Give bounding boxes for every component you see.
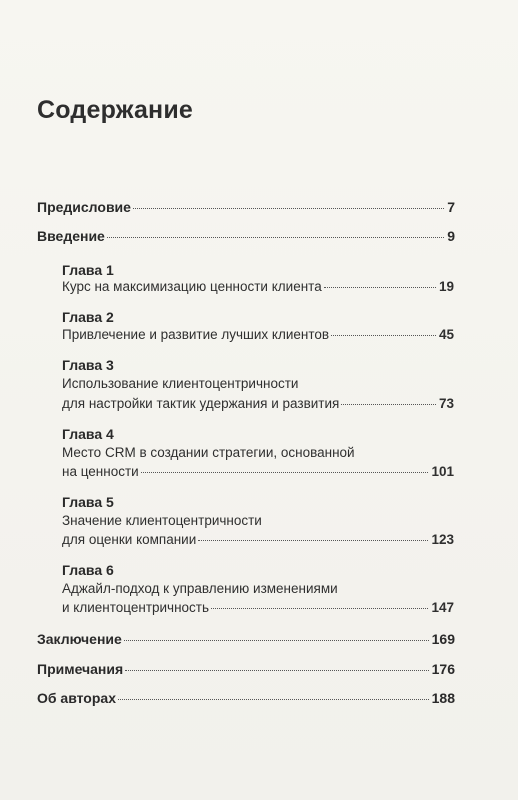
chapter-1-label: Глава 1 [62,262,114,278]
toc-page-number: 7 [447,199,455,215]
dot-leader [118,699,429,700]
toc-page-number: 169 [431,631,455,647]
toc-entry-conclusion[interactable] [37,631,455,651]
chapter-4-label: Глава 4 [62,426,114,442]
toc-entry-notes[interactable] [37,661,455,681]
toc-entry-label: Введение [37,228,105,244]
dot-leader [107,237,444,238]
toc-entry-chapter-6[interactable] [62,600,454,620]
toc-entry-chapter-1[interactable] [62,279,454,299]
toc-page-number: 176 [431,661,455,677]
dot-leader [211,608,428,609]
toc-page-number: 9 [447,228,455,244]
toc-entry-label: Примечания [37,661,124,677]
toc-entry-label: Об авторах [37,690,116,706]
chapter-title: на ценности [62,464,139,479]
chapter-3-label: Глава 3 [62,357,114,373]
chapter-title: для оценки компании [62,532,197,547]
chapter-title: для настройки тактик удержания и развития [62,396,340,411]
dot-leader [124,640,429,641]
toc-entry-intro[interactable] [37,228,455,248]
toc-page-number: 45 [438,327,454,342]
toc-page-number: 101 [431,464,454,479]
dot-leader [141,472,429,473]
toc-page-number: 123 [431,532,454,547]
toc-entry-label: Заключение [37,631,122,647]
dot-leader [133,208,444,209]
chapter-title: Привлечение и развитие лучших клиентов [62,327,330,342]
chapter-title: Курс на максимизацию ценности клиента [62,279,322,294]
dot-leader [341,404,436,405]
chapter-title: и клиентоцентричность [62,600,210,615]
chapter-title-line: Аджайл-подход к управлению изменениями [62,581,338,596]
toc-entry-chapter-5[interactable] [62,532,454,552]
chapter-title-line: Место CRM в создании стратегии, основанной [62,445,355,460]
toc-page-number: 188 [431,690,455,706]
chapter-title-line: Использование клиентоцентричности [62,376,299,391]
toc-entry-authors[interactable] [37,690,455,710]
toc-entry-label: Предисловие [37,199,131,215]
dot-leader [331,335,436,336]
toc-entry-chapter-2[interactable] [62,327,454,347]
toc-entry-chapter-4[interactable] [62,464,454,484]
toc-entry-chapter-3[interactable] [62,396,454,416]
chapter-2-label: Глава 2 [62,309,114,325]
dot-leader [324,287,436,288]
toc-page-number: 19 [438,279,454,294]
page-title: Содержание [37,96,194,124]
chapter-title-line: Значение клиентоцентричности [62,513,262,528]
chapter-5-label: Глава 5 [62,494,114,510]
dot-leader [125,670,428,671]
dot-leader [198,540,428,541]
chapter-6-label: Глава 6 [62,562,114,578]
toc-page-number: 147 [431,600,454,615]
toc-page-number: 73 [438,396,454,411]
toc-entry-preface[interactable] [37,199,455,219]
